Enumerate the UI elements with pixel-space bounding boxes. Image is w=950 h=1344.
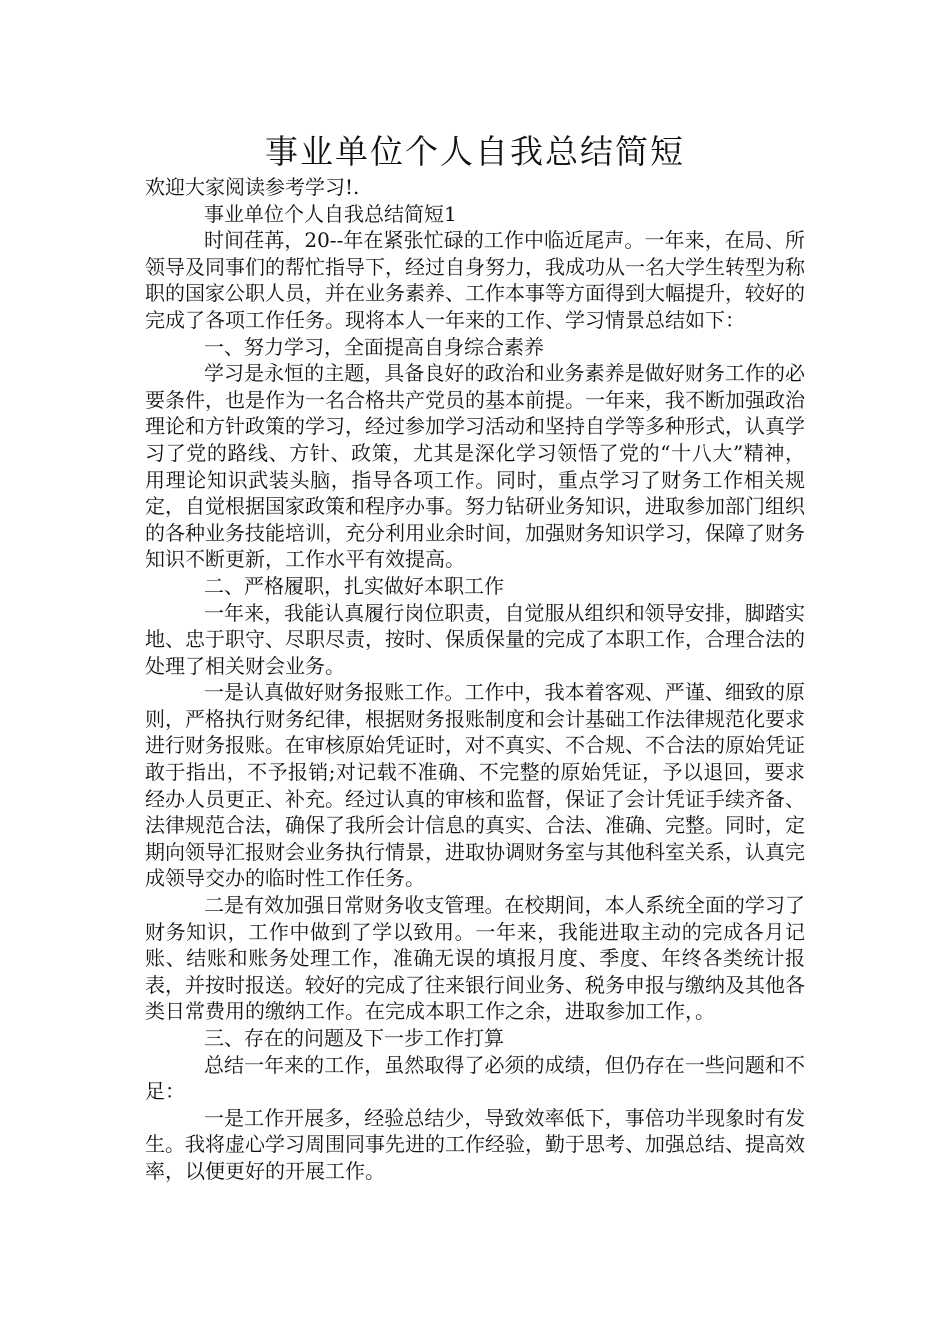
intro-paragraph: 时间荏苒，20--年在紧张忙碌的工作中临近尾声。一年来，在局、所领导及同事们的帮忙指导下，经过自身努力，我成功从一名大学生转型为称职的国家公职人员，并在业务素养、工作本事等方面得到大幅提升，较好的完成了各项工作任务。现将本人一年来的工作、学习情景总结如下： (145, 228, 805, 332)
body-paragraph: 学习是永恒的主题，具备良好的政治和业务素养是做好财务工作的必要条件，也是作为一名合格共产党员的基本前提。一年来，我不断加强政治理论和方针政策的学习，经过参加学习活动和坚持自学等多种形式，认真学习了党的路线、方针、政策，尤其是深化学习领悟了党的“十八大”精神，用理论知识武装头脑，指导各项工作。同时，重点学习了财务工作相关规定，自觉根据国家政策和程序办事。努力钻研业务知识，进取参加部门组织的各种业务技能培训，充分利用业余时间，加强财务知识学习，保障了财务知识不断更新，工作水平有效提高。 (145, 361, 805, 572)
document-subtitle: 事业单位个人自我总结简短1 (204, 201, 457, 226)
body-paragraph: 一是工作开展多，经验总结少，导致效率低下，事倍功半现象时有发生。我将虚心学习周围同事先进的工作经验，勤于思考、加强总结、提高效率，以便更好的开展工作。 (145, 1105, 805, 1183)
section-heading-3: 三、存在的问题及下一步工作打算 (204, 1026, 504, 1050)
section-heading-1: 一、努力学习，全面提高自身综合素养 (204, 334, 544, 359)
body-paragraph: 一是认真做好财务报账工作。工作中，我本着客观、严谨、细致的原则，严格执行财务纪律，根据财务报账制度和会计基础工作法律规范化要求进行财务报账。在审核原始凭证时，对不真实、不合规、不合法的原始凭证敢于指出，不予报销;对记载不准确、不完整的原始凭证，予以退回，要求经办人员更正、补充。经过认真的审核和监督，保证了会计凭证手续齐备、法律规范合法，确保了我所会计信息的真实、合法、准确、完整。同时，定期向领导汇报财会业务执行情景，进取协调财务室与其他科室关系，认真完成领导交办的临时性工作任务。 (145, 680, 805, 891)
body-paragraph: 二是有效加强日常财务收支管理。在校期间，本人系统全面的学习了财务知识，工作中做到了学以致用。一年来，我能进取主动的完成各月记账、结账和账务处理工作，准确无误的填报月度、季度、年终各类统计报表，并按时报送。较好的完成了往来银行间业务、税务申报与缴纳及其他各类日常费用的缴纳工作。在完成本职工作之余，进取参加工作，。 (145, 893, 805, 1024)
body-paragraph: 一年来，我能认真履行岗位职责，自觉服从组织和领导安排，脚踏实地、忠于职守、尽职尽责，按时、保质保量的完成了本职工作，合理合法的处理了相关财会业务。 (145, 600, 805, 678)
greeting-line: 欢迎大家阅读参考学习!. (145, 175, 360, 199)
document-page (145, 130, 805, 1185)
document-title: 事业单位个人自我总结简短 (265, 132, 685, 171)
body-paragraph: 总结一年来的工作，虽然取得了必须的成绩，但仍存在一些问题和不足： (145, 1052, 805, 1104)
section-heading-2: 二、严格履职，扎实做好本职工作 (204, 573, 504, 598)
